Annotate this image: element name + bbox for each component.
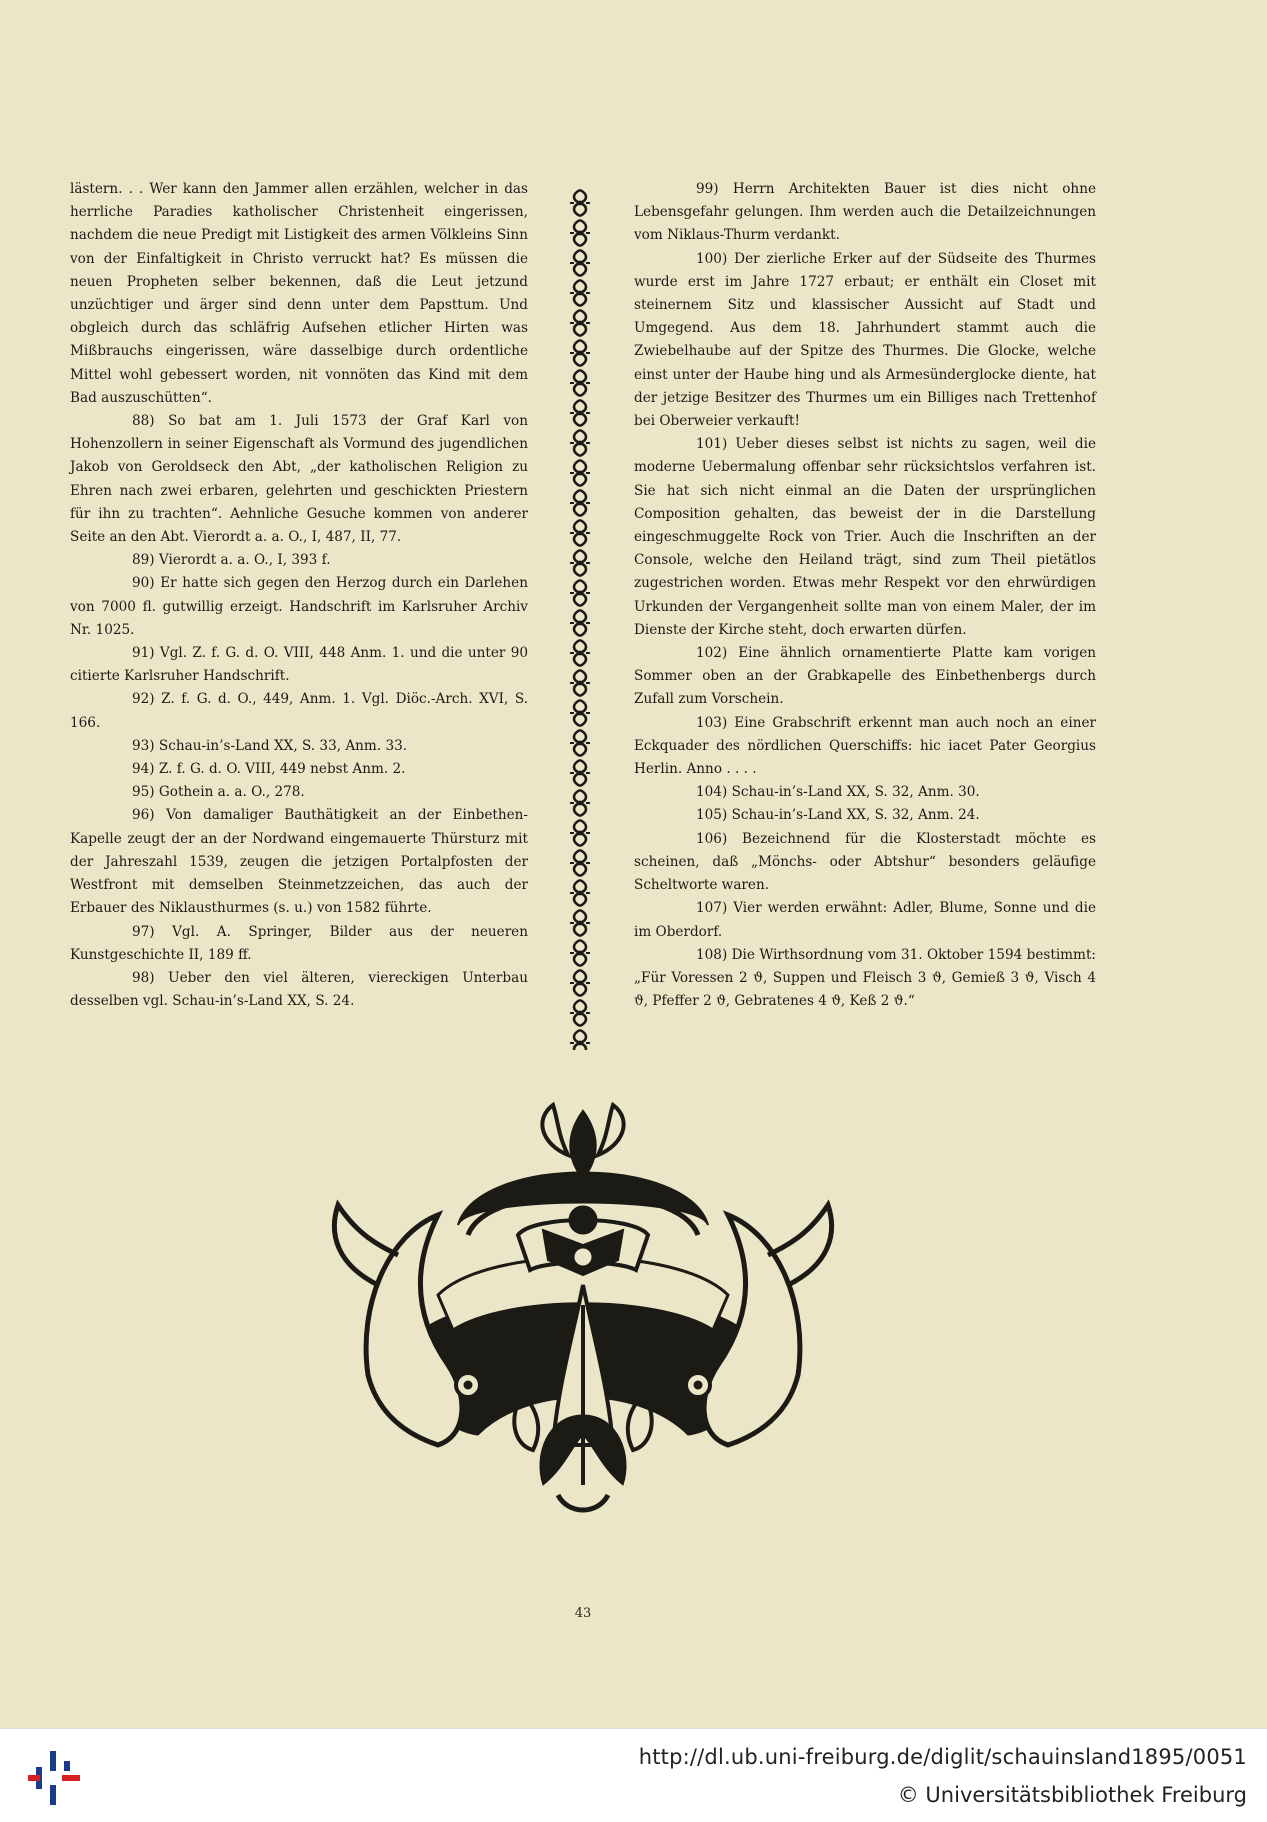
footnote-101: 101) Ueber dieses selbst ist nichts zu sagen, weil die moderne Uebermalung offenbar sehr rücksichtslos verfahren ist. Sie hat sich nicht einmal an die Daten der ursprünglichen Composition gehalten, das beweist der in die Darstellung eingeschmuggelte Rock von Trier. Auch die Inschriften an der Console, welche den Heiland trägt, sind zum Theil pietätlos zugestrichen worden. Etwas mehr Respekt vor den ehrwürdigen Urkunden der Vergangenheit sollte man von einem Maler, der im Dienste der Kirche steht, doch erwarten dürfen. <box>634 436 1096 638</box>
footnote-95: 95) Gothein a. a. O., 278. <box>132 784 305 801</box>
copyright-text: © Universitätsbibliothek Freiburg <box>897 1783 1247 1807</box>
heraldic-eagle-vignette <box>318 1085 848 1545</box>
footnote-92: 92) Z. f. G. d. O., 449, Anm. 1. Vgl. Diöc.-Arch. XVI, S. 166. <box>70 691 528 731</box>
footnote-100: 100) Der zierliche Erker auf der Südseite des Thurmes wurde erst im Jahre 1727 erbaut; er enthält ein Closet mit steinernem Sitz und klassischer Aussicht auf Stadt und Umgegend. Aus dem 18. Jahrhundert stammt auch die Zwiebelhaube auf der Spitze des Thurmes. Die Glocke, welche einst unter der Haube hing und als Armesünderglocke diente, hat der jetzige Besitzer des Thurmes um ein Billiges nach Trettenhof bei Oberweier verkauft! <box>634 250 1096 430</box>
footer-bar <box>0 1728 1267 1822</box>
footnote-98: 98) Ueber den viel älteren, viereckigen Unterbau desselben vgl. Schau-in’s-Land XX, S. 24. <box>70 969 528 1010</box>
footnote-103: 103) Eine Grabschrift erkennt man auch noch an einer Eckquader des nördlichen Querschiffs: hic iacet Pater Georgius Herlin. Anno . . . . <box>634 714 1096 778</box>
ub-freiburg-logo-icon[interactable] <box>28 1751 80 1805</box>
footnote-106: 106) Bezeichnend für die Klosterstadt möchte es scheinen, daß „Mönchs- oder Abtshur“ besonders geläufige Scheltworte waren. <box>634 830 1096 894</box>
left-text-column <box>70 178 528 1013</box>
footnote-88: 88) So bat am 1. Juli 1573 der Graf Karl von Hohenzollern in seiner Eigenschaft als Vormund des jugendlichen Jakob von Geroldseck den Abt, „der katholischen Religion zu Ehren nach zwei erbaren, gelehrten und geschickten Priestern für ihn zu trachten“. Aehnliche Gesuche kommen von anderer Seite an den Abt. Vierordt a. a. O., I, 487, II, 77. <box>70 413 528 546</box>
footnote-104: 104) Schau-in’s-Land XX, S. 32, Anm. 30. <box>696 784 980 801</box>
border-ornament-strip <box>568 188 592 1050</box>
footnote-99: 99) Herrn Architekten Bauer ist dies nicht ohne Lebensgefahr gelungen. Ihm werden auch die Detailzeichnungen vom Niklaus-Thurm verdankt. <box>634 181 1096 244</box>
page-number: 43 <box>574 1606 592 1621</box>
footnote-107: 107) Vier werden erwähnt: Adler, Blume, Sonne und die im Oberdorf. <box>634 900 1096 940</box>
footnote-90: 90) Er hatte sich gegen den Herzog durch ein Darlehen von 7000 fl. gutwillig erzeigt. Handschrift im Karlsruher Archiv Nr. 1025. <box>70 575 528 638</box>
footnote-102: 102) Eine ähnlich ornamentierte Platte kam vorigen Sommer oben an der Grabkapelle des Einbethenbergs durch Zufall zum Vorschein. <box>634 645 1096 708</box>
footnote-97: 97) Vgl. A. Springer, Bilder aus der neueren Kunstgeschichte II, 189 ff. <box>70 923 528 963</box>
footnote-108: 108) Die Wirthsordnung vom 31. Oktober 1594 bestimmt: „Für Voressen 2 ϑ, Suppen und Fleisch 3 ϑ, Gemieß 3 ϑ, Visch 4 ϑ, Pfeffer 2 ϑ, Gebratenes 4 ϑ, Keß 2 ϑ.“ <box>634 946 1096 1010</box>
footnote-89: 89) Vierordt a. a. O., I, 393 f. <box>132 552 331 569</box>
footnote-91: 91) Vgl. Z. f. G. d. O. VIII, 448 Anm. 1. und die unter 90 citierte Karlsruher Handschrift. <box>70 645 528 685</box>
footnote-105: 105) Schau-in’s-Land XX, S. 32, Anm. 24. <box>696 807 980 824</box>
footnote-96: 96) Von damaliger Bauthätigkeit an der Einbethen-Kapelle zeugt der an der Nordwand eingemauerte Thürsturz mit der Jahreszahl 1539, zeugen die jetzigen Portalpfosten der Westfront mit demselben Steinmetzzeichen, das auch der Erbauer des Niklausthurmes (s. u.) von 1582 führte. <box>70 807 528 917</box>
right-text-column <box>634 178 1096 1013</box>
footnote-94: 94) Z. f. G. d. O. VIII, 449 nebst Anm. 2. <box>132 761 406 778</box>
source-url-link[interactable]: http://dl.ub.uni-freiburg.de/diglit/schauinsland1895/0051 <box>638 1745 1247 1769</box>
footnote-text: lästern. . . Wer kann den Jammer allen erzählen, welcher in das herrliche Paradies katholischer Christenheit eingerissen, nachdem die neue Predigt mit Listigkeit des armen Völkleins Sinn von der Einfaltigkeit in Christo verruckt hat? Es müssen die neuen Propheten selber bekennen, daß die Leut jetzund unzüchtiger und ärger sind denn unter dem Papsttum. Und obgleich durch das schläfrig Aufsehen etlicher Hirten was Mißbrauchs eingerissen, wäre dasselbige durch ordentliche Mittel wohl gebessert worden, nit vonnöten das Kind mit dem Bad auszuschütten“. <box>70 181 528 406</box>
footnote-93: 93) Schau-in’s-Land XX, S. 33, Anm. 33. <box>132 737 408 754</box>
